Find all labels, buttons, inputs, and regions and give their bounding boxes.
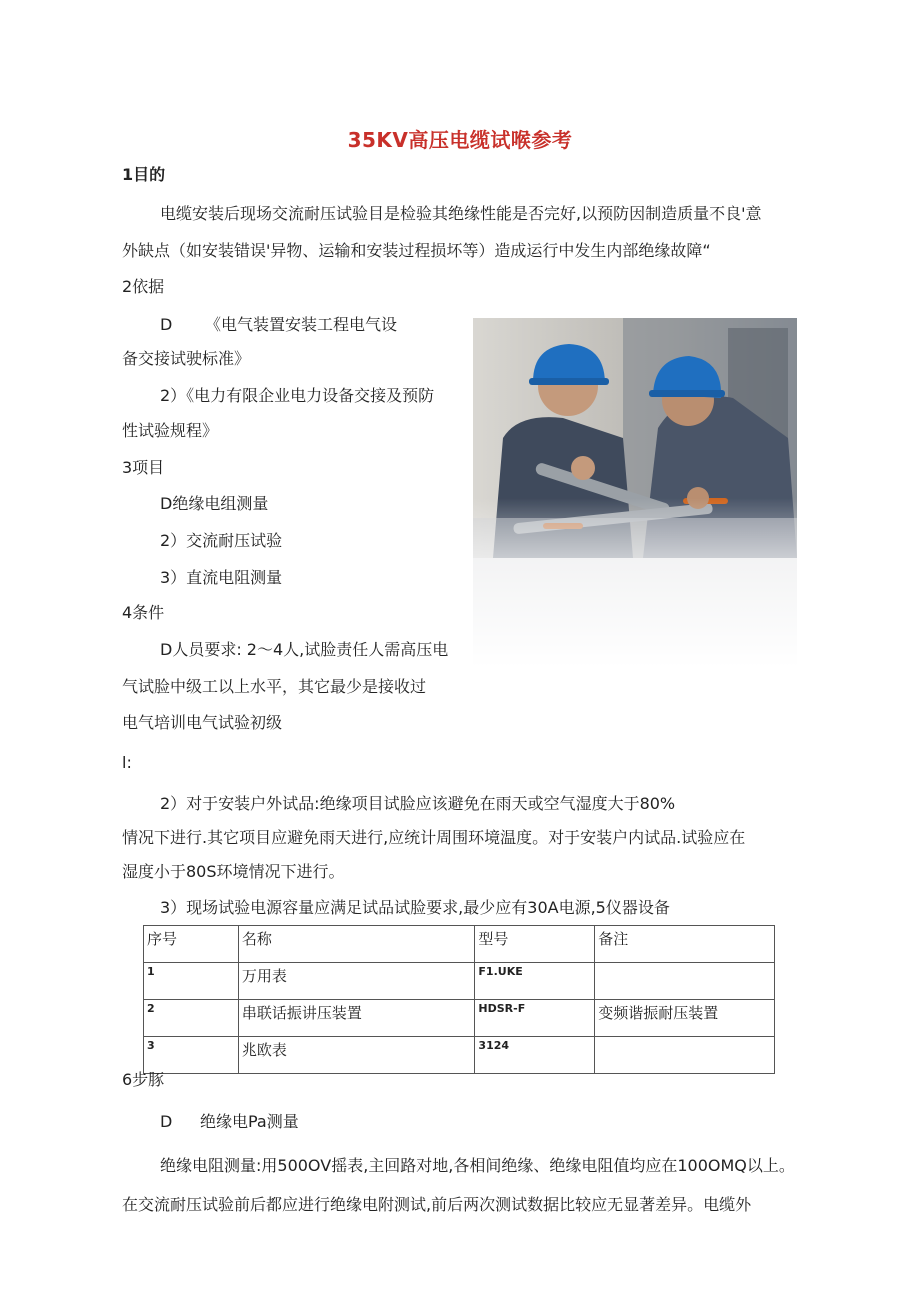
section-2-item-1-number: D — [160, 315, 173, 334]
table-cell-index: 2 — [144, 1000, 239, 1037]
document-title: 35KV高压电缆试喉参考 — [347, 128, 573, 152]
table-cell-model: 3124 — [475, 1037, 595, 1074]
table-cell-name: 串联话振讲压装置 — [238, 1000, 475, 1037]
section-2-item-2-line-2: 性试验规程》 — [122, 421, 219, 440]
table-header-cell: 名称 — [238, 926, 475, 963]
table-cell-note — [595, 1037, 775, 1074]
section-3-item-1: D绝缘电组测量 — [160, 494, 269, 513]
equipment-table — [143, 925, 775, 1074]
table-row — [144, 1037, 775, 1074]
section-2-item-2-line-1: 2）《电力有限企业电力设备交接及预防 — [160, 386, 435, 405]
section-4-condition-3: 3）现场试验电源容量应满足试品试脸要求,最少应有30A电源,5仪器设备 — [160, 898, 670, 917]
section-4-condition-1-line-3: 电气培训电气试验初级 — [122, 713, 283, 732]
workers-photo — [473, 318, 797, 668]
section-4-heading: 4条件 — [122, 603, 165, 622]
section-4-condition-1-line-1: D人员要求: 2〜4人,试脸责任人需高压电 — [160, 640, 449, 659]
section-6-heading: 6步豚 — [122, 1070, 165, 1089]
section-6-sub-number: D — [160, 1112, 173, 1131]
table-row — [144, 1000, 775, 1037]
table-cell-model: HDSR-F — [475, 1000, 595, 1037]
table-cell-name: 万用表 — [238, 963, 475, 1000]
section-3-heading: 3项目 — [122, 458, 165, 477]
table-row — [144, 963, 775, 1000]
section-4-condition-2-line-3: 湿度小于80S环境情况下进行。 — [122, 862, 345, 881]
table-cell-name: 兆欧表 — [238, 1037, 475, 1074]
table-header-row — [144, 926, 775, 963]
section-1-paragraph-line-1: 电缆安装后现场交流耐压试验目是检验其绝缘性能是否完好,以预防因制造质量不良'意 — [160, 204, 762, 223]
section-1-heading: 1目的 — [122, 165, 166, 184]
table-cell-model: F1.UKE — [475, 963, 595, 1000]
workers-illustration — [473, 318, 797, 668]
table-header-cell: 备注 — [595, 926, 775, 963]
table-header-cell: 型号 — [475, 926, 595, 963]
table-cell-index: 3 — [144, 1037, 239, 1074]
section-4-condition-1-line-4: l: — [122, 753, 132, 772]
section-4-condition-1-line-2: 气试脸中级工以上水平，其它最少是接收过 — [122, 677, 427, 696]
section-4-condition-2-line-2: 情况下进行.其它项目应避免雨天进行,应统计周围环境温度。对于安装户内试品.试验应在 — [122, 828, 746, 847]
section-1-paragraph-line-2: 外缺点（如安装错误'异物、运输和安装过程损坏等）造成运行中发生内部绝缘故障“ — [122, 241, 711, 260]
table-cell-note: 变频谐振耐压装置 — [595, 1000, 775, 1037]
section-3-item-3: 3）直流电阻测量 — [160, 568, 283, 587]
section-6-paragraph-line-2: 在交流耐压试验前后都应进行绝缘电附测试,前后两次测试数据比较应无显著差异。电缆外 — [122, 1195, 752, 1214]
table-cell-index: 1 — [144, 963, 239, 1000]
table-header-cell: 序号 — [144, 926, 239, 963]
section-6-subheading: 绝缘电Pa测量 — [200, 1112, 299, 1131]
section-6-paragraph-line-1: 绝缘电阻测量:用500OV摇表,主回路对地,各相间绝缘、绝缘电阻值均应在100OMQ以上。 — [160, 1156, 795, 1175]
section-3-item-2: 2）交流耐压试验 — [160, 531, 283, 550]
section-2-item-1-line-2: 备交接试驶标准》 — [122, 349, 251, 368]
table-cell-note — [595, 963, 775, 1000]
section-2-item-1-line-1: 《电气装置安装工程电气设 — [205, 315, 398, 334]
section-2-heading: 2依据 — [122, 277, 165, 296]
section-4-condition-2-line-1: 2）对于安装户外试品:绝缘项目试脸应该避免在雨天或空气湿度大于80% — [160, 794, 676, 813]
